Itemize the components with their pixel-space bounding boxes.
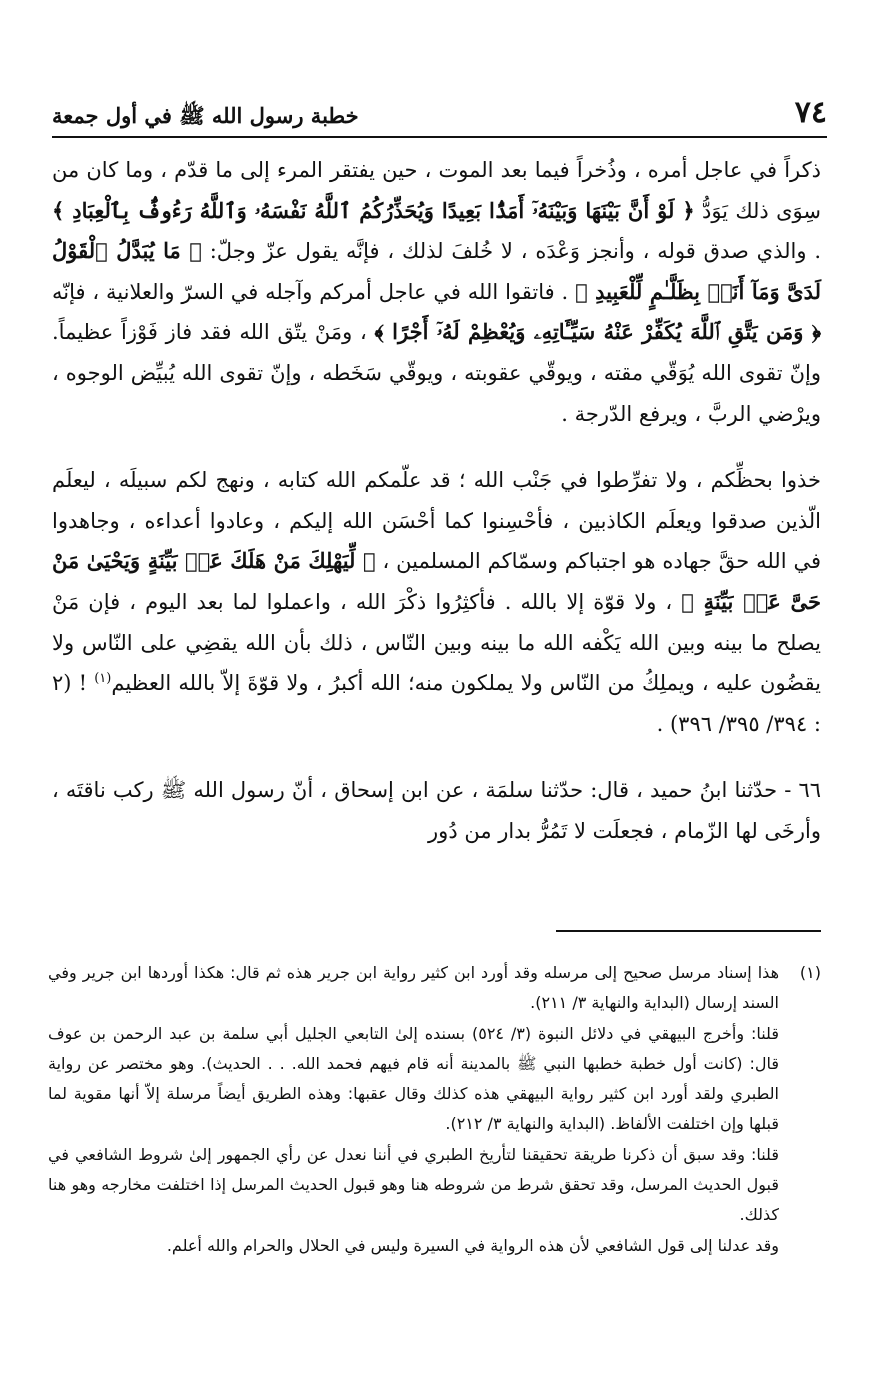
footnote-line: وقد عدلنا إلى قول الشافعي لأن هذه الرواية في السيرة وليس في الحلال والحرام والله أعلم. xyxy=(166,1235,779,1255)
footnote-reference[interactable]: (١) xyxy=(94,671,112,687)
main-text xyxy=(52,150,821,852)
text-run: ! xyxy=(78,671,95,696)
text-run: . والذي صدق قوله ، وأنجز وَعْدَه ، لا خُلفَ لذلك ، فإنَّه يقول عزّ وجلّ: xyxy=(201,239,822,264)
paragraph-3 xyxy=(52,770,821,851)
paragraph-2 xyxy=(52,460,821,744)
running-title: خطبة رسول الله ﷺ في أول جمعة xyxy=(52,103,359,128)
paragraph-1 xyxy=(52,150,821,434)
footnote-body xyxy=(48,958,779,1261)
footnote-marker: (١) xyxy=(799,963,821,982)
quran-verse: ﴿ لِّيَهْلِكَ مَنْ هَلَكَ عَنۢ بَيِّنَةٍ وَيَحْيَىٰ مَنْ حَىَّ عَنۢ بَيِّنَةٍ ﴾ xyxy=(52,548,821,614)
footnote-1 xyxy=(48,958,821,1261)
page-header xyxy=(52,86,827,138)
text-run: ذكراً في عاجل أمره ، وذُخراً فيما بعد الموت ، حين يفتقر المرء إلى ما قدّم ، وما كان من سِوَى ذلك يَوَدُّ xyxy=(52,158,821,223)
source-citation: (٢ : ٣٩٤/ ٣٩٥/ ٣٩٦) . xyxy=(52,671,821,736)
footnote-line: قلنا: وقد سبق أن ذكرنا طريقة تحقيقنا لتأريخ الطبري في أننا نعدل عن رأي الجمهور إلىٰ شروط الشافعي في قبول الحديث المرسل، وقد تحقق شرط من شروطه هنا وهو قبول الحديث المرسل إذا اختلفت مخارجه وهو هنا كذلك. xyxy=(48,1144,779,1225)
text-run: خذوا بحظِّكم ، ولا تفرِّطوا في جَنْب الله ؛ قد علّمكم الله كتابه ، ونهج لكم سبيلَه ، ليعلَم الّذين صدقوا ويعلَم الكاذبين ، فأحْسِنوا كما أحْسَن الله إليكم ، وعادوا أعداءه ، وجاهدوا في الله حقَّ جهاده هو اجتباكم وسمّاكم المسلمين ، xyxy=(52,468,821,574)
text-run: ٦٦ - حدّثنا ابنُ حميد ، قال: حدّثنا سلمَة ، عن ابن إسحاق ، أنّ رسول الله ﷺ ركب ناقتَه ، وأرخَى لها الزّمام ، فجعلَت لا تَمُرُّ بدار من دُور xyxy=(52,778,821,843)
quran-verse: ﴿ لَوْ أَنَّ بَيْنَهَا وَبَيْنَهُۥٓ أَمَدًۢا بَعِيدًا وَيُحَذِّرُكُمُ ٱللَّهُ نَفْسَهُۥ وَٱللَّهُ رَءُوفٌۢ بِٱلْعِبَادِ ﴾ xyxy=(52,197,695,223)
quran-verse: ﴿ مَا يُبَدَّلُ ٱلْقَوْلُ لَدَىَّ وَمَآ أَنَا۠ بِظَلَّـٰمٍ لِّلْعَبِيدِ ﴾ xyxy=(52,238,821,304)
text-run: ، ومَنْ يتّق الله فقد فاز فَوْزاً عظيماً. وإنّ تقوى الله يُوَقّي مقته ، ويوقّي عقوبته ، ويوقّي سَخَطه ، وإنّ تقوى الله يُبيِّض الوجوه ، ويرْضي الربَّ ، ويرفع الدّرجة . xyxy=(52,320,821,426)
footnote-line: قلنا: وأخرج البيهقي في دلائل النبوة (٣/ ٥٢٤) بسنده إلىٰ التابعي الجليل أبي سلمة بن عبد الرحمن بن عوف قال: (كانت أول خطبة خطبها النبي ﷺ بالمدينة أنه قام فيهم فحمد الله. . . الحديث). وهو مختصر عن رواية الطبري ولقد أورد ابن كثير رواية البيهقي هذه كذلك وقال عقبها: وهذه الطريق أيضاً مرسلة إلاّ أنها مقوية لما قبلها وإن اختلفت الألفاظ. (البداية والنهاية ٣/ ٢١٢). xyxy=(48,1023,779,1134)
text-run: . فاتقوا الله في عاجل أمركم وآجله في السرّ والعلانية ، فإنّه xyxy=(52,279,576,304)
text-run: ، ولا قوّة إلا بالله . فأكثِرُوا ذكْرَ الله ، واعملوا لما بعد اليوم ، فإن مَنْ يصلح ما بينه وبين الله يَكْفه الله ما بينه وبين النّاس ، ذلك بأن الله يقضِي على النّاس ولا يقضُون عليه ، ويملِكُ من النّاس ولا يملكون منه؛ الله أكبرُ ، ولا قوّةَ إلاّ بالله العظيم xyxy=(52,589,821,696)
footnote-line: هذا إسناد مرسل صحيح إلى مرسله وقد أورد ابن كثير رواية ابن جرير هذه ثم قال: هكذا أوردها ابن جرير وفي السند إرسال (البداية والنهاية ٣/ ٢١١). xyxy=(48,963,779,1013)
footnote-divider xyxy=(556,930,821,932)
page-number: ٧٤ xyxy=(794,95,827,130)
footnotes xyxy=(48,958,821,1261)
quran-verse: ﴿ وَمَن يَتَّقِ ٱللَّهَ يُكَفِّرْ عَنْهُ سَيِّـَٔاتِهِۦ وَيُعْظِمْ لَهُۥٓ أَجْرًا ﴾ xyxy=(374,319,821,345)
